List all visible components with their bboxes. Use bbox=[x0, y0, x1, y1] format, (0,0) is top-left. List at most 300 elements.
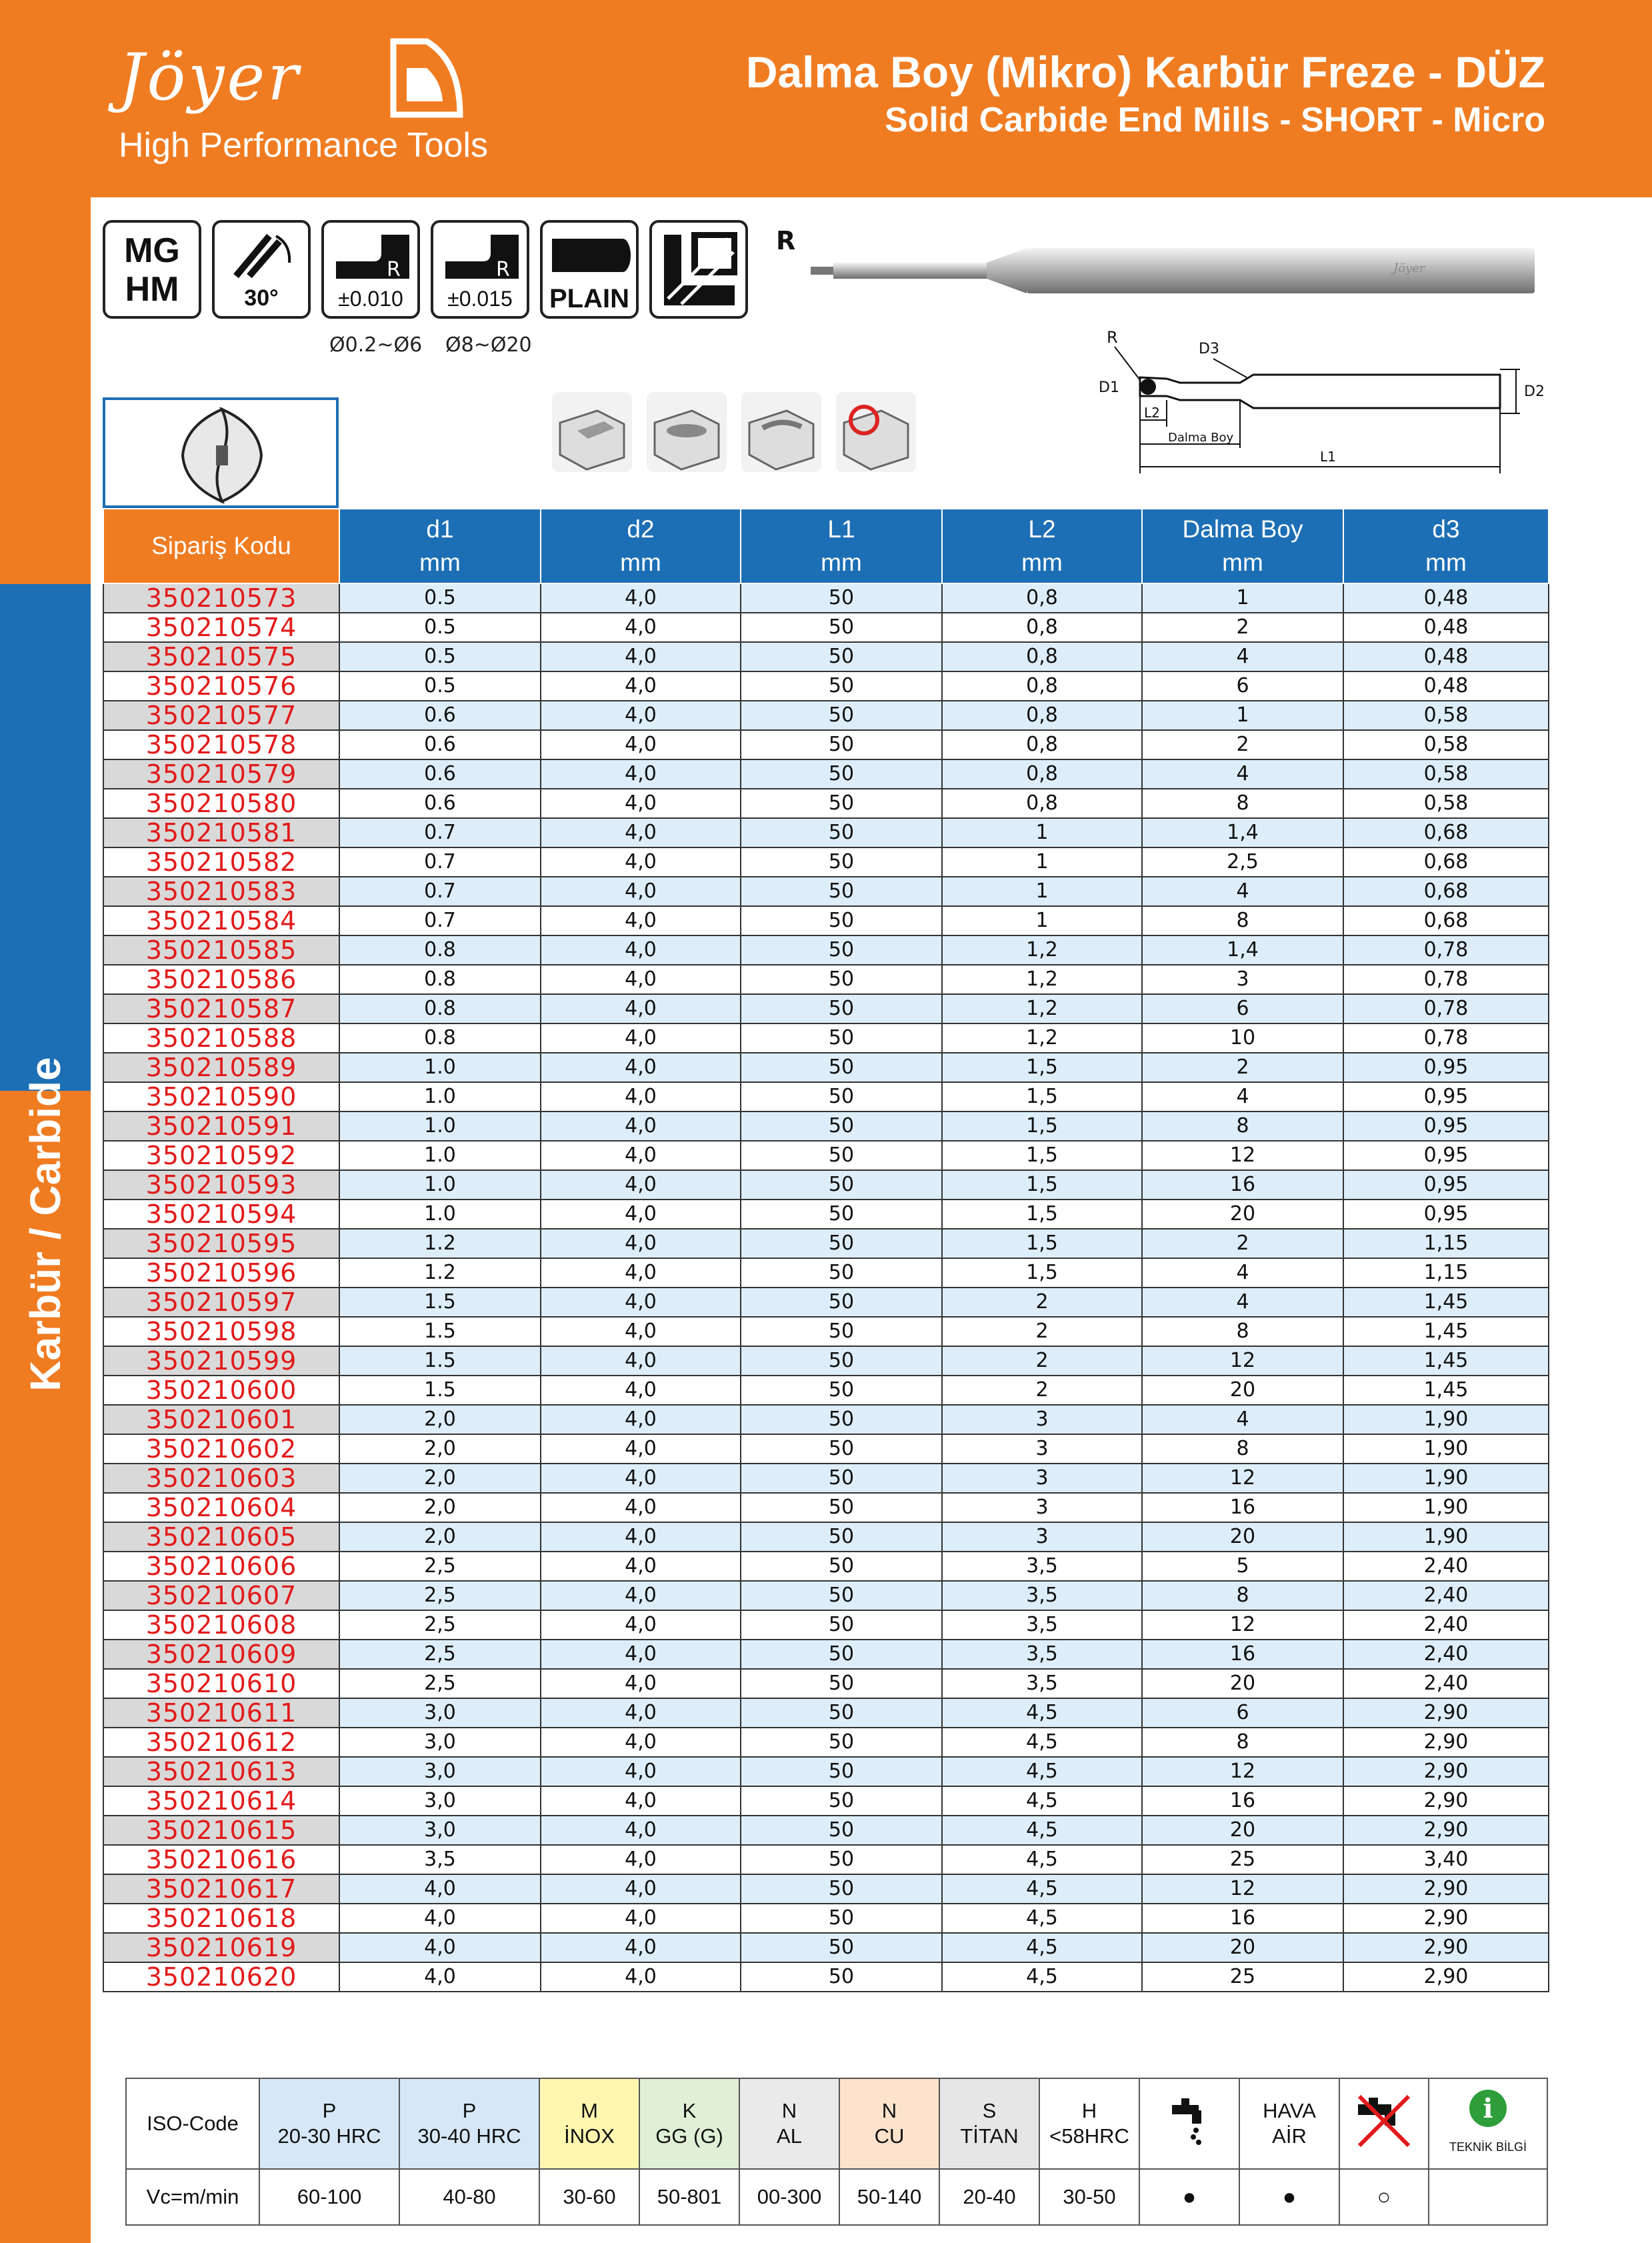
order-code-cell: 350210595 bbox=[103, 1229, 339, 1258]
table-cell: 2 bbox=[942, 1288, 1142, 1317]
table-cell: 4,0 bbox=[339, 1933, 541, 1962]
dry-indicator: ○ bbox=[1339, 2169, 1429, 2225]
table-cell: 2,5 bbox=[1142, 847, 1343, 877]
slotting-operation-icon bbox=[551, 391, 633, 473]
table-cell: 20 bbox=[1142, 1200, 1343, 1229]
info-icon[interactable] bbox=[1468, 2088, 1508, 2128]
table-cell: 50 bbox=[741, 877, 942, 906]
svg-text:i: i bbox=[1483, 2092, 1493, 2124]
order-code-cell: 350210618 bbox=[103, 1904, 339, 1933]
table-cell: 50 bbox=[741, 1522, 942, 1552]
table-cell: 4,0 bbox=[541, 1904, 741, 1933]
table-row bbox=[103, 1698, 1549, 1728]
corner-radius-tolerance-icon-large: R ±0.015 bbox=[431, 220, 529, 319]
table-cell: 10 bbox=[1142, 1023, 1343, 1053]
column-header: Sipariş Kodu bbox=[103, 509, 339, 583]
table-cell: 1,5 bbox=[942, 1082, 1142, 1111]
table-cell: 4,0 bbox=[541, 701, 741, 730]
iso-s: S TİTAN bbox=[939, 2078, 1039, 2169]
column-header: d1 mm bbox=[339, 509, 541, 583]
order-code-cell: 350210600 bbox=[103, 1376, 339, 1405]
table-row bbox=[103, 1816, 1549, 1845]
plain-shank-icon: PLAIN bbox=[540, 220, 639, 319]
table-row bbox=[103, 1346, 1549, 1376]
cross-section-box bbox=[103, 397, 339, 508]
table-cell: 0,8 bbox=[942, 789, 1142, 818]
table-cell: 4,5 bbox=[942, 1845, 1142, 1874]
svg-text:R: R bbox=[496, 258, 510, 281]
svg-text:D2: D2 bbox=[1524, 383, 1545, 400]
svg-text:D3: D3 bbox=[1199, 341, 1219, 357]
column-header: d3 mm bbox=[1343, 509, 1549, 583]
table-cell: 50 bbox=[741, 1904, 942, 1933]
table-cell: 2,90 bbox=[1343, 1962, 1549, 1992]
table-cell: 50 bbox=[741, 1728, 942, 1757]
table-cell: 3 bbox=[942, 1522, 1142, 1552]
svg-text:R: R bbox=[387, 258, 401, 281]
technical-info-label: TEKNİK BİLGİ bbox=[1449, 2140, 1527, 2154]
table-cell: 50 bbox=[741, 818, 942, 847]
table-cell: 4,5 bbox=[942, 1757, 1142, 1786]
table-cell: 16 bbox=[1142, 1493, 1343, 1522]
table-cell: 2,5 bbox=[339, 1552, 541, 1581]
table-row bbox=[103, 1376, 1549, 1405]
table-cell: 0,48 bbox=[1343, 642, 1549, 671]
order-code-cell: 350210575 bbox=[103, 642, 339, 671]
table-row bbox=[103, 906, 1549, 935]
order-code-cell: 350210598 bbox=[103, 1317, 339, 1346]
order-code-cell: 350210573 bbox=[103, 583, 339, 613]
table-cell: 0,8 bbox=[942, 613, 1142, 642]
table-cell: 50 bbox=[741, 1552, 942, 1581]
table-cell: 4,0 bbox=[541, 1552, 741, 1581]
svg-text:Jöyer: Jöyer bbox=[1393, 261, 1425, 275]
table-cell: 8 bbox=[1142, 789, 1343, 818]
table-cell: 0,58 bbox=[1343, 730, 1549, 759]
table-cell: 3,5 bbox=[942, 1669, 1142, 1698]
table-cell: 50 bbox=[741, 1757, 942, 1786]
table-cell: 4 bbox=[1142, 1082, 1343, 1111]
table-cell: 0.5 bbox=[339, 642, 541, 671]
table-cell: 50 bbox=[741, 1874, 942, 1904]
table-cell: 2 bbox=[942, 1317, 1142, 1346]
table-cell: 16 bbox=[1142, 1904, 1343, 1933]
table-cell: 4,0 bbox=[541, 965, 741, 994]
table-row bbox=[103, 1023, 1549, 1053]
table-cell: 50 bbox=[741, 935, 942, 965]
table-row bbox=[103, 965, 1549, 994]
table-row bbox=[103, 1522, 1549, 1552]
table-cell: 4,5 bbox=[942, 1933, 1142, 1962]
table-cell: 2,40 bbox=[1343, 1669, 1549, 1698]
table-cell: 2,40 bbox=[1343, 1640, 1549, 1669]
dry-cell bbox=[1339, 2078, 1429, 2169]
table-cell: 0,8 bbox=[942, 583, 1142, 613]
table-cell: 50 bbox=[741, 1317, 942, 1346]
table-cell: 2,5 bbox=[339, 1669, 541, 1698]
table-cell: 20 bbox=[1142, 1816, 1343, 1845]
table-cell: 8 bbox=[1142, 1434, 1343, 1464]
table-cell: 1,2 bbox=[942, 994, 1142, 1023]
table-cell: 1,5 bbox=[942, 1141, 1142, 1170]
order-code-cell: 350210607 bbox=[103, 1581, 339, 1610]
vc-value: 20-40 bbox=[939, 2169, 1039, 2225]
table-cell: 0.6 bbox=[339, 701, 541, 730]
table-cell: 0,8 bbox=[942, 701, 1142, 730]
table-cell: 0.6 bbox=[339, 730, 541, 759]
empty-cell bbox=[1429, 2169, 1547, 2225]
table-cell: 4 bbox=[1142, 1405, 1343, 1434]
table-cell: 0,48 bbox=[1343, 671, 1549, 701]
table-row bbox=[103, 759, 1549, 789]
table-cell: 50 bbox=[741, 1581, 942, 1610]
table-cell: 50 bbox=[741, 1669, 942, 1698]
table-row bbox=[103, 1141, 1549, 1170]
table-cell: 0,78 bbox=[1343, 965, 1549, 994]
table-cell: 4,5 bbox=[942, 1816, 1142, 1845]
table-cell: 1,2 bbox=[942, 1023, 1142, 1053]
table-cell: 1 bbox=[942, 847, 1142, 877]
svg-text:R: R bbox=[1107, 328, 1118, 347]
technical-drawing bbox=[1087, 327, 1553, 473]
table-cell: 12 bbox=[1142, 1757, 1343, 1786]
table-cell: 4,0 bbox=[541, 1728, 741, 1757]
order-code-cell: 350210576 bbox=[103, 671, 339, 701]
table-cell: 6 bbox=[1142, 994, 1343, 1023]
table-cell: 0,95 bbox=[1343, 1141, 1549, 1170]
table-row bbox=[103, 1082, 1549, 1111]
table-cell: 50 bbox=[741, 1288, 942, 1317]
table-cell: 1.0 bbox=[339, 1200, 541, 1229]
order-code-cell: 350210574 bbox=[103, 613, 339, 642]
table-cell: 2 bbox=[1142, 730, 1343, 759]
table-cell: 4,0 bbox=[541, 1141, 741, 1170]
table-cell: 3,5 bbox=[942, 1581, 1142, 1610]
table-cell: 4,5 bbox=[942, 1874, 1142, 1904]
order-code-cell: 350210602 bbox=[103, 1434, 339, 1464]
table-cell: 50 bbox=[741, 1376, 942, 1405]
order-code-cell: 350210589 bbox=[103, 1053, 339, 1082]
table-cell: 50 bbox=[741, 1053, 942, 1082]
table-cell: 3,0 bbox=[339, 1728, 541, 1757]
table-cell: 0,68 bbox=[1343, 818, 1549, 847]
table-row bbox=[103, 642, 1549, 671]
table-cell: 4,0 bbox=[541, 1464, 741, 1493]
table-cell: 3,0 bbox=[339, 1786, 541, 1816]
table-cell: 4,0 bbox=[541, 1023, 741, 1053]
table-cell: 0,78 bbox=[1343, 935, 1549, 965]
table-cell: 2,5 bbox=[339, 1640, 541, 1669]
order-code-cell: 350210606 bbox=[103, 1552, 339, 1581]
table-cell: 50 bbox=[741, 730, 942, 759]
iso-p1: P 20-30 HRC bbox=[259, 2078, 399, 2169]
table-cell: 50 bbox=[741, 906, 942, 935]
table-cell: 0.7 bbox=[339, 818, 541, 847]
table-cell: 4,0 bbox=[541, 1434, 741, 1464]
table-cell: 0.8 bbox=[339, 965, 541, 994]
brand-tagline: High Performance Tools bbox=[119, 126, 488, 165]
table-cell: 4,0 bbox=[541, 1288, 741, 1317]
table-row bbox=[103, 1610, 1549, 1640]
order-code-cell: 350210581 bbox=[103, 818, 339, 847]
table-row bbox=[103, 1728, 1549, 1757]
vc-value: 40-80 bbox=[399, 2169, 539, 2225]
table-cell: 4,5 bbox=[942, 1962, 1142, 1992]
iso-p2: P 30-40 HRC bbox=[399, 2078, 539, 2169]
table-cell: 1.0 bbox=[339, 1111, 541, 1141]
table-cell: 3,0 bbox=[339, 1816, 541, 1845]
table-row bbox=[103, 730, 1549, 759]
tolerance-range-small: Ø0.2~Ø6 bbox=[329, 333, 423, 357]
sidebar bbox=[0, 197, 91, 2243]
iso-code-label: ISO-Code bbox=[126, 2078, 259, 2169]
table-cell: 12 bbox=[1142, 1346, 1343, 1376]
table-cell: 4 bbox=[1142, 1288, 1343, 1317]
coolant-cell bbox=[1139, 2078, 1239, 2169]
table-cell: 1,90 bbox=[1343, 1434, 1549, 1464]
table-row bbox=[103, 818, 1549, 847]
table-cell: 0,58 bbox=[1343, 701, 1549, 730]
column-header: Dalma Boy mm bbox=[1142, 509, 1343, 583]
table-cell: 1,15 bbox=[1343, 1258, 1549, 1288]
table-row bbox=[103, 1170, 1549, 1200]
table-cell: 50 bbox=[741, 642, 942, 671]
table-cell: 2 bbox=[1142, 1053, 1343, 1082]
table-cell: 1,45 bbox=[1343, 1376, 1549, 1405]
table-cell: 4,0 bbox=[339, 1874, 541, 1904]
table-cell: 4 bbox=[1142, 642, 1343, 671]
order-code-cell: 350210583 bbox=[103, 877, 339, 906]
cross-section-icon bbox=[172, 405, 272, 505]
table-cell: 0,95 bbox=[1343, 1082, 1549, 1111]
order-code-cell: 350210577 bbox=[103, 701, 339, 730]
table-cell: 50 bbox=[741, 583, 942, 613]
table-cell: 4,0 bbox=[541, 1111, 741, 1141]
technical-info-cell[interactable] bbox=[1429, 2078, 1547, 2169]
table-cell: 1 bbox=[942, 877, 1142, 906]
tool-photo bbox=[773, 227, 1547, 320]
table-cell: 1 bbox=[1142, 701, 1343, 730]
table-cell: 1.5 bbox=[339, 1376, 541, 1405]
order-code-cell: 350210599 bbox=[103, 1346, 339, 1376]
brand-logo-icon bbox=[387, 35, 467, 121]
table-cell: 1,2 bbox=[942, 965, 1142, 994]
table-cell: 2,5 bbox=[339, 1610, 541, 1640]
column-header: d2 mm bbox=[541, 509, 741, 583]
order-code-cell: 350210588 bbox=[103, 1023, 339, 1053]
table-cell: 1 bbox=[1142, 583, 1343, 613]
table-cell: 50 bbox=[741, 1610, 942, 1640]
iso-m: M İNOX bbox=[539, 2078, 639, 2169]
table-cell: 3,0 bbox=[339, 1757, 541, 1786]
table-cell: 50 bbox=[741, 1962, 942, 1992]
table-row bbox=[103, 583, 1549, 613]
table-cell: 4,5 bbox=[942, 1698, 1142, 1728]
table-cell: 1,5 bbox=[942, 1200, 1142, 1229]
table-cell: 16 bbox=[1142, 1170, 1343, 1200]
table-cell: 4,0 bbox=[541, 1346, 741, 1376]
table-cell: 0.7 bbox=[339, 847, 541, 877]
table-cell: 2,0 bbox=[339, 1434, 541, 1464]
table-row bbox=[103, 1786, 1549, 1816]
tolerance-range-large: Ø8~Ø20 bbox=[445, 333, 532, 357]
table-cell: 3,5 bbox=[942, 1640, 1142, 1669]
page-header bbox=[0, 0, 1652, 197]
table-cell: 1,45 bbox=[1343, 1346, 1549, 1376]
column-header: L1 mm bbox=[741, 509, 942, 583]
table-cell: 4,0 bbox=[541, 1816, 741, 1845]
table-cell: 4,0 bbox=[541, 1200, 741, 1229]
table-cell: 1 bbox=[942, 818, 1142, 847]
table-cell: 0,58 bbox=[1343, 789, 1549, 818]
table-cell: 12 bbox=[1142, 1874, 1343, 1904]
table-cell: 4,0 bbox=[541, 642, 741, 671]
table-cell: 50 bbox=[741, 847, 942, 877]
table-cell: 25 bbox=[1142, 1845, 1343, 1874]
air-cell: HAVA AİR bbox=[1239, 2078, 1339, 2169]
table-row bbox=[103, 789, 1549, 818]
table-cell: 50 bbox=[741, 1933, 942, 1962]
table-cell: 1,15 bbox=[1343, 1229, 1549, 1258]
order-code-cell: 350210604 bbox=[103, 1493, 339, 1522]
table-cell: 3 bbox=[1142, 965, 1343, 994]
order-code-cell: 350210593 bbox=[103, 1170, 339, 1200]
table-row bbox=[103, 935, 1549, 965]
table-cell: 4,0 bbox=[541, 1053, 741, 1082]
table-cell: 0.6 bbox=[339, 759, 541, 789]
table-cell: 6 bbox=[1142, 1698, 1343, 1728]
brand-logo-text: Jöyer bbox=[119, 40, 301, 115]
table-cell: 0,58 bbox=[1343, 759, 1549, 789]
table-cell: 0,8 bbox=[942, 759, 1142, 789]
table-cell: 1,2 bbox=[942, 935, 1142, 965]
table-cell: 50 bbox=[741, 1640, 942, 1669]
table-cell: 3 bbox=[942, 1405, 1142, 1434]
table-cell: 20 bbox=[1142, 1522, 1343, 1552]
table-cell: 2,90 bbox=[1343, 1698, 1549, 1728]
table-cell: 1.2 bbox=[339, 1229, 541, 1258]
table-cell: 4,0 bbox=[541, 994, 741, 1023]
material-icon: MG HM bbox=[103, 220, 201, 319]
table-cell: 5 bbox=[1142, 1552, 1343, 1581]
table-cell: 1,45 bbox=[1343, 1288, 1549, 1317]
table-row bbox=[103, 1464, 1549, 1493]
table-cell: 4,0 bbox=[541, 1698, 741, 1728]
no-coolant-icon bbox=[1354, 2091, 1414, 2151]
table-cell: 0,8 bbox=[942, 730, 1142, 759]
table-cell: 4,0 bbox=[541, 583, 741, 613]
svg-text:Dalma Boy: Dalma Boy bbox=[1168, 431, 1234, 445]
table-cell: 8 bbox=[1142, 1728, 1343, 1757]
table-cell: 1,5 bbox=[942, 1053, 1142, 1082]
table-cell: 4,0 bbox=[339, 1904, 541, 1933]
table-cell: 4,0 bbox=[541, 906, 741, 935]
corner-radius-tolerance-icon-small: R ±0.010 bbox=[321, 220, 420, 319]
air-indicator: ● bbox=[1239, 2169, 1339, 2225]
order-code-cell: 350210597 bbox=[103, 1288, 339, 1317]
table-cell: 2,0 bbox=[339, 1493, 541, 1522]
svg-text:L1: L1 bbox=[1320, 449, 1336, 465]
table-cell: 1,5 bbox=[942, 1170, 1142, 1200]
table-row bbox=[103, 994, 1549, 1023]
table-cell: 50 bbox=[741, 1200, 942, 1229]
table-cell: 2,90 bbox=[1343, 1816, 1549, 1845]
table-row bbox=[103, 1581, 1549, 1610]
order-code-cell: 350210582 bbox=[103, 847, 339, 877]
table-cell: 8 bbox=[1142, 1581, 1343, 1610]
order-code-cell: 350210590 bbox=[103, 1082, 339, 1111]
table-cell: 1.0 bbox=[339, 1053, 541, 1082]
table-cell: 50 bbox=[741, 613, 942, 642]
vc-value: 50-140 bbox=[839, 2169, 939, 2225]
profiling-operation-icon bbox=[740, 391, 823, 473]
table-cell: 50 bbox=[741, 759, 942, 789]
table-cell: 4,0 bbox=[541, 877, 741, 906]
table-row bbox=[103, 1757, 1549, 1786]
table-cell: 1.0 bbox=[339, 1170, 541, 1200]
order-code-cell: 350210616 bbox=[103, 1845, 339, 1874]
table-cell: 2,0 bbox=[339, 1522, 541, 1552]
table-row bbox=[103, 877, 1549, 906]
flute-profile-icon bbox=[649, 220, 748, 319]
table-cell: 3,0 bbox=[339, 1698, 541, 1728]
table-row bbox=[103, 1317, 1549, 1346]
table-cell: 0,95 bbox=[1343, 1111, 1549, 1141]
table-cell: 2,0 bbox=[339, 1464, 541, 1493]
table-cell: 4,0 bbox=[541, 1610, 741, 1640]
table-row bbox=[103, 1933, 1549, 1962]
order-code-cell: 350210613 bbox=[103, 1757, 339, 1786]
table-row bbox=[103, 1229, 1549, 1258]
table-row bbox=[103, 1405, 1549, 1434]
table-cell: 8 bbox=[1142, 906, 1343, 935]
table-cell: 50 bbox=[741, 994, 942, 1023]
order-code-cell: 350210610 bbox=[103, 1669, 339, 1698]
iso-cutting-table bbox=[125, 2078, 1548, 2226]
table-cell: 2,40 bbox=[1343, 1581, 1549, 1610]
table-cell: 1 bbox=[942, 906, 1142, 935]
order-code-cell: 350210579 bbox=[103, 759, 339, 789]
table-cell: 25 bbox=[1142, 1962, 1343, 1992]
table-cell: 1.5 bbox=[339, 1346, 541, 1376]
vc-value: 30-60 bbox=[539, 2169, 639, 2225]
table-cell: 1,90 bbox=[1343, 1405, 1549, 1434]
table-cell: 50 bbox=[741, 789, 942, 818]
table-cell: 1.2 bbox=[339, 1258, 541, 1288]
order-code-cell: 350210614 bbox=[103, 1786, 339, 1816]
table-cell: 50 bbox=[741, 1082, 942, 1111]
table-row bbox=[103, 1845, 1549, 1874]
table-row bbox=[103, 1258, 1549, 1288]
table-row bbox=[103, 1053, 1549, 1082]
table-cell: 4,0 bbox=[541, 613, 741, 642]
table-cell: 4,0 bbox=[541, 1229, 741, 1258]
table-cell: 2,90 bbox=[1343, 1728, 1549, 1757]
vc-value: 30-50 bbox=[1039, 2169, 1139, 2225]
order-code-cell: 350210603 bbox=[103, 1464, 339, 1493]
order-code-cell: 350210612 bbox=[103, 1728, 339, 1757]
table-row bbox=[103, 1200, 1549, 1229]
table-cell: 0.7 bbox=[339, 906, 541, 935]
table-row bbox=[103, 1904, 1549, 1933]
table-cell: 0,78 bbox=[1343, 994, 1549, 1023]
table-cell: 1,5 bbox=[942, 1258, 1142, 1288]
column-header: L2 mm bbox=[942, 509, 1142, 583]
table-cell: 4,0 bbox=[339, 1962, 541, 1992]
table-cell: 50 bbox=[741, 1170, 942, 1200]
table-cell: 0,68 bbox=[1343, 906, 1549, 935]
table-row bbox=[103, 1552, 1549, 1581]
